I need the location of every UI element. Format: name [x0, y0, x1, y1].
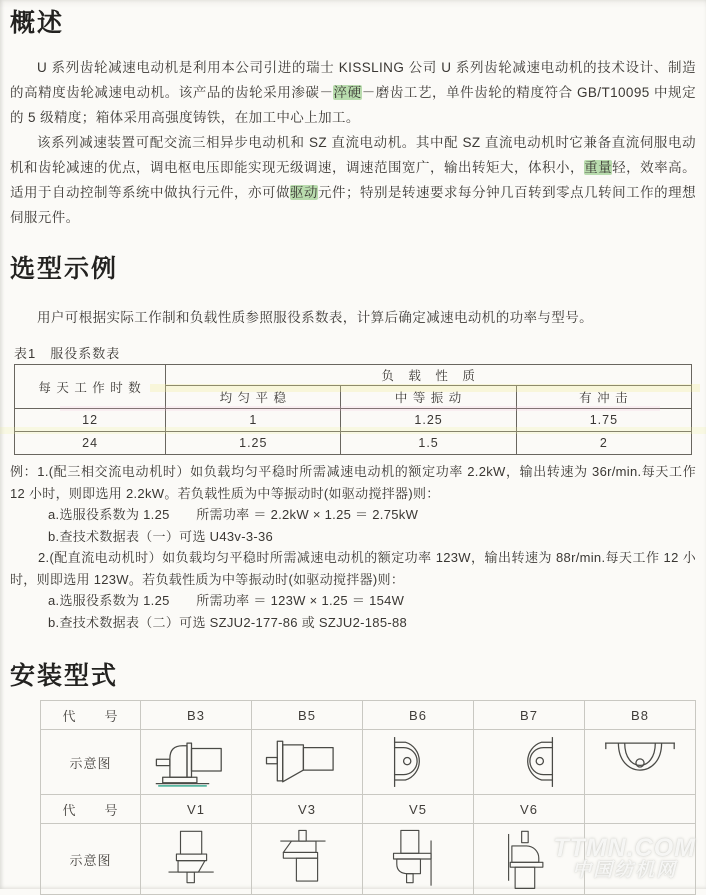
mount-code-b7: B7 — [474, 701, 585, 730]
header-load-nature: 负 载 性 质 — [166, 365, 692, 386]
watermark-site: TTMN.COM — [553, 833, 696, 862]
mounting-table — [40, 700, 696, 895]
section-heading-overview: 概述 — [10, 9, 65, 37]
text-segment: －磨齿工艺，单件齿轮的精度符合 GB/T10095 中规定的 5 级精度；箱体采用高强度铸铁，在加工中心上加工。 — [10, 85, 696, 125]
mount-diagram-v1 — [159, 828, 233, 890]
example-line-2: 2.(配直流电动机时）如负载均匀平稳时所需减速电动机的额定功率 123W，输出转速为 88r/min.每天工作 12 小时，则即选用 123W。若负载性质为中等振动时(如驱动搅拌器)则： — [10, 550, 696, 587]
mount-code-row-b — [41, 701, 696, 730]
cell-12-uniform: 1 — [166, 409, 341, 432]
cell-24-uniform: 1.25 — [166, 432, 341, 455]
cell-hours-12: 12 — [15, 409, 166, 432]
subheader-with-shock: 有 冲 击 — [516, 386, 691, 409]
overview-paragraph-2 — [10, 130, 696, 230]
mount-code-b6: B6 — [363, 701, 474, 730]
table1-caption: 表1 服役系数表 — [14, 346, 121, 361]
service-factor-table — [14, 364, 692, 455]
text-segment: 轻，效率高。适用于自动控制等系统中做执行元件，亦可做 — [10, 160, 697, 200]
mount-code-b8: B8 — [585, 701, 696, 730]
mount-code-v5: V5 — [363, 795, 474, 824]
mount-diagram-empty — [585, 824, 696, 895]
selection-intro: 用户可根据实际工作制和负载性质参照服役系数表，计算后确定减速电动机的功率与型号。 — [37, 310, 593, 325]
mount-diagram-b7 — [484, 734, 574, 790]
text-segment: 该系列减速装置可配交流三相异步电动机和 SZ 直流电动机。其中配 SZ 直流电动机时它兼备直流伺服电动机和齿轮减速的优点，调电枢电压即能实现无级调速，调速范围宽广，输出转矩大，体积小， — [10, 135, 696, 175]
code-row-label: 代 号 — [41, 795, 141, 824]
example-line-1: 例：1.(配三相交流电动机时）如负载均匀平稳时所需减速电动机的额定功率 2.2kW，输出转速为 36r/min.每天工作 12 小时，则即选用 2.2kW。若负载性质为中等振动时(如驱动搅拌器)则： — [10, 464, 696, 501]
text-segment: 重量 — [584, 160, 613, 175]
diagram-row-label: 示意图 — [41, 824, 141, 895]
mount-diagram-b5 — [262, 734, 352, 790]
mount-code-v1: V1 — [141, 795, 252, 824]
mount-code-v6: V6 — [474, 795, 585, 824]
mount-diagram-b6 — [373, 734, 463, 790]
mount-diagram-row-b — [41, 730, 696, 795]
mount-code-b3: B3 — [141, 701, 252, 730]
mount-diagram-b3 — [151, 734, 241, 790]
mount-code-row-v — [41, 795, 696, 824]
example-line-2a: a.选服役系数为 1.25 所需功率 ＝ 123W × 1.25 ＝ 154W — [48, 593, 405, 608]
text-segment: 元件；特别是转速要求每分钟几百转到零点几转间工作的理想伺服元件。 — [10, 185, 696, 225]
subheader-uniform-steady: 均 匀 平 稳 — [166, 386, 341, 409]
diagram-row-label: 示意图 — [41, 730, 141, 795]
cell-hours-24: 24 — [15, 432, 166, 455]
example-line-2b: b.查技术数据表（二）可选 SZJU2-177-86 或 SZJU2-185-88 — [48, 614, 408, 630]
header-hours-per-day: 每 天 工 作 时 数 — [15, 365, 166, 409]
example-line-1b: b.查技术数据表（一）可选 U43v-3-36 — [48, 528, 274, 544]
code-row-label: 代 号 — [41, 701, 141, 730]
overview-paragraph-1 — [10, 55, 696, 130]
table-row — [15, 409, 692, 432]
mount-code-v3: V3 — [252, 795, 363, 824]
table-header-row — [15, 365, 692, 386]
text-segment: U 系列齿轮减速电动机是利用本公司引进的瑞士 KISSLING 公司 U 系列齿轮减速电动机的技术设计、制造的高精度齿轮减速电动机。该产品的齿轮采用渗碳－ — [10, 60, 696, 100]
selection-examples — [10, 461, 696, 633]
cell-24-shock: 2 — [516, 432, 691, 455]
example-line-1a: a.选服役系数为 1.25 所需功率 ＝ 2.2kW × 1.25 ＝ 2.75kW — [48, 507, 419, 522]
mount-diagram-v5 — [381, 828, 455, 890]
section-heading-selection: 选型示例 — [10, 255, 119, 283]
mount-diagram-v6 — [492, 828, 566, 890]
mount-code-empty — [585, 795, 696, 824]
table-row — [15, 432, 692, 455]
section-heading-mounting: 安装型式 — [10, 662, 119, 690]
text-segment: 驱动 — [290, 185, 319, 200]
mount-diagram-v3 — [270, 828, 344, 890]
mount-diagram-b8 — [595, 734, 685, 790]
cell-24-moderate: 1.5 — [341, 432, 516, 455]
text-segment: 淬硬 — [333, 85, 362, 100]
mount-diagram-row-v — [41, 824, 696, 895]
cell-12-moderate: 1.25 — [341, 409, 516, 432]
watermark-name: 中国纺机网 — [572, 860, 678, 882]
mount-code-b5: B5 — [252, 701, 363, 730]
subheader-moderate-vibration: 中 等 振 动 — [341, 386, 516, 409]
cell-12-shock: 1.75 — [516, 409, 691, 432]
